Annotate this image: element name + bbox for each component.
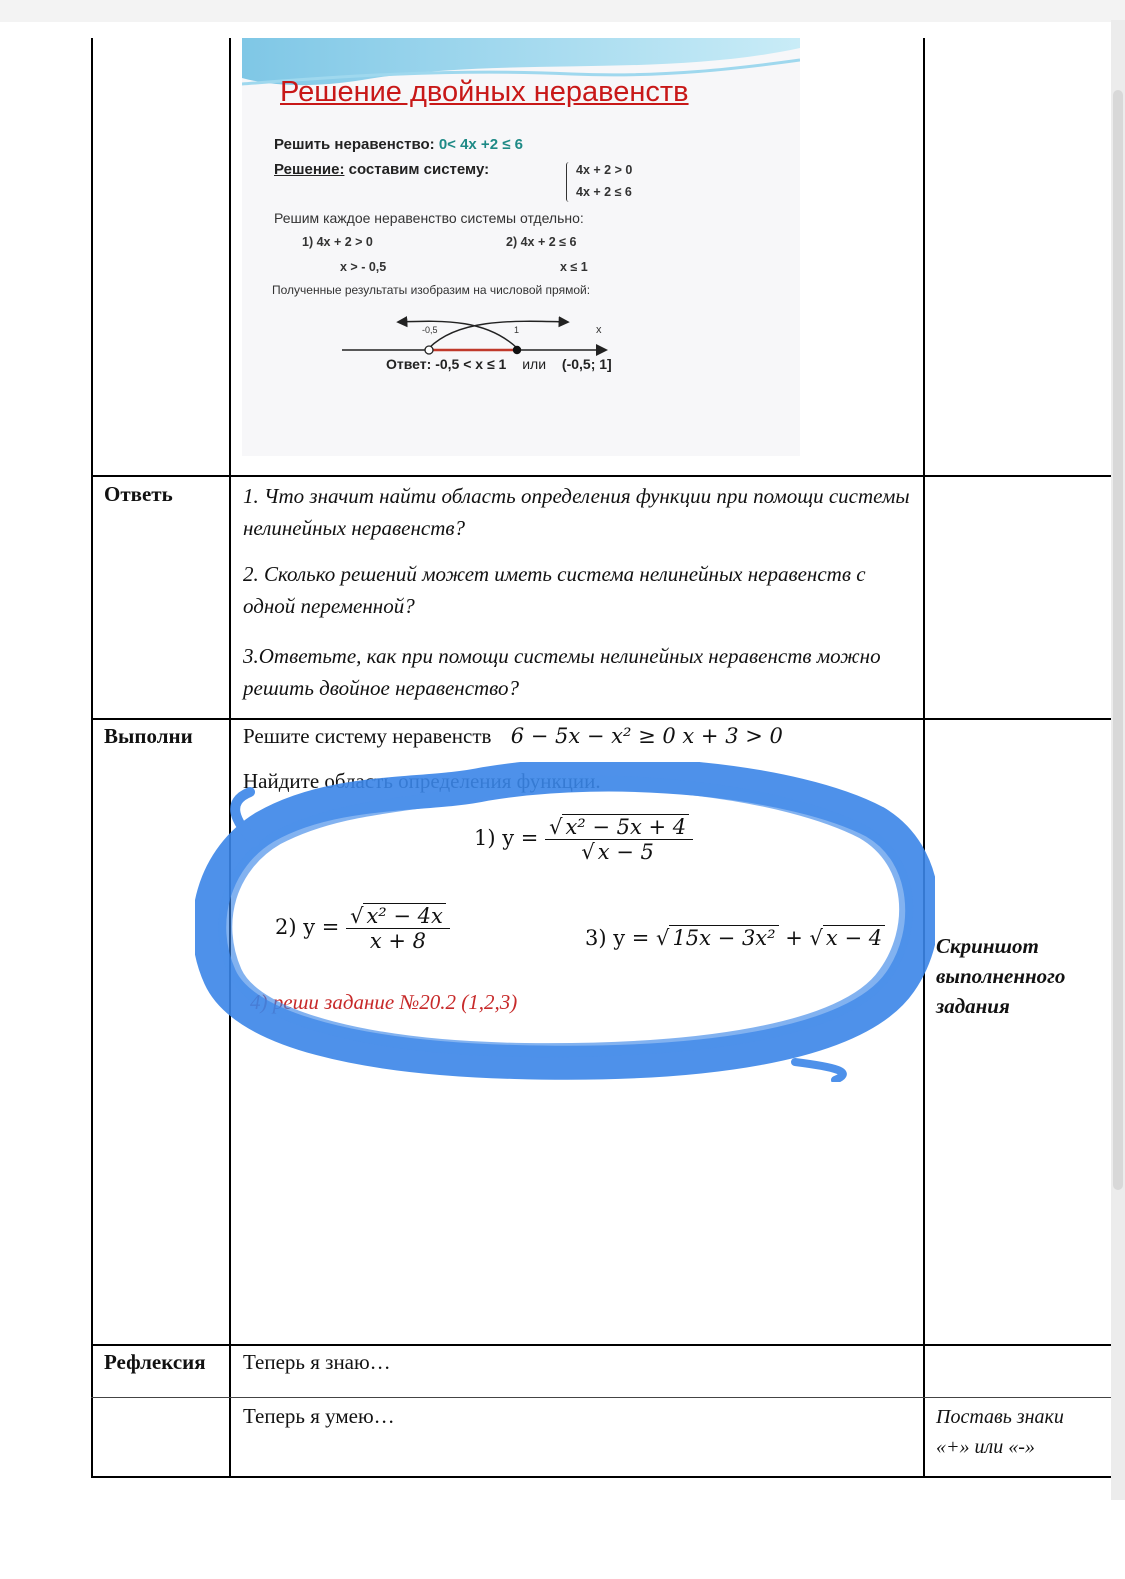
do-task (243, 724, 783, 749)
slide-task-label: Решить неравенство: (274, 136, 435, 153)
do-task-text: Решите систему неравенств (243, 724, 492, 748)
formula-3-prefix: 3) y = (585, 926, 657, 950)
slide-answer-value: -0,5 < x ≤ 1 (435, 356, 507, 372)
screenshot-note-line-3: задания (936, 994, 1010, 1018)
slide-task-eq: 0< 4x +2 ≤ 6 (438, 136, 523, 153)
formula-1-numerator: x² − 5x + 4 (562, 814, 689, 839)
formula-2-denominator: x + 8 (369, 929, 427, 953)
formula-3: 3) y = √ 15x − 3x² + √ x − 4 (585, 926, 885, 950)
signs-note (936, 1402, 1064, 1462)
formula-2-fraction: $\frac{\text{√ x² − 4x}}{x + 8}$ (346, 904, 450, 953)
slide-step1-result: x > - 0,5 (340, 260, 387, 274)
slide-solution-text: составим систему: (348, 161, 490, 178)
formula-1-denominator: x − 5 (595, 839, 657, 864)
slide-solution-label: Решение: (274, 161, 345, 178)
reflex-row-label: Рефлексия (104, 1350, 206, 1374)
slide-step2: 2) 4x + 2 ≤ 6 (506, 235, 577, 249)
question-1: 1. Что значит найти область определения функции при помощи системы нелинейных неравенств? (243, 484, 910, 540)
signs-note-line-2: «+» или «-» (936, 1436, 1035, 1458)
slide-axis-label-x: x (596, 324, 602, 336)
table-row-line-can (91, 1397, 1111, 1398)
question-3: 3.Ответьте, как при помощи системы нелинейных неравенств можно решить двойное неравенство? (243, 644, 881, 700)
table-left-border (91, 38, 93, 1478)
reflex-know: Теперь я знаю… (243, 1350, 391, 1374)
do-row-label: Выполни (104, 724, 193, 748)
slide-number-line (337, 310, 617, 360)
table-row-line-do (91, 718, 1111, 720)
formula-3-radicand-a: 15x − 3x² (669, 925, 778, 950)
slide-system-1: 4x + 2 > 0 (576, 163, 633, 177)
formula-2-prefix: 2) y = (275, 915, 340, 939)
formula-1-prefix: 1) y = (474, 826, 539, 850)
slide-image (242, 38, 800, 456)
slide-interval: (-0,5; 1] (561, 356, 612, 372)
signs-note-line-1: Поставь знаки (936, 1406, 1064, 1428)
formula-3-plus: + (778, 926, 810, 950)
do-task-math: 6 − 5x − x² ≥ 0 x + 3 > 0 (510, 724, 783, 748)
screenshot-note (936, 931, 1065, 1021)
top-bar (0, 0, 1125, 22)
find-domain-text: Найдите область определения функции. (243, 769, 601, 793)
slide-step2-result: x ≤ 1 (560, 260, 588, 274)
formula-3-radicand-b: x − 4 (823, 925, 885, 950)
table-row-line-answer (91, 475, 1111, 477)
scroll-thumb[interactable] (1113, 90, 1123, 1190)
slide-line-text: Полученные результаты изобразим на числовой прямой: (272, 283, 591, 297)
reflex-can: Теперь я умею… (243, 1404, 395, 1428)
screenshot-note-line-1: Скриншот (936, 934, 1039, 958)
screenshot-note-line-2: выполненного (936, 964, 1066, 988)
slide-answer (386, 356, 612, 372)
table-col-divider-2 (923, 38, 925, 1478)
slide-system-brace (566, 162, 569, 202)
table-bottom-border (91, 1476, 1111, 1478)
question-2: 2. Сколько решений может иметь система нелинейных неравенств с одной переменной? (243, 562, 866, 618)
formula-2-numerator: x² − 4x (363, 903, 445, 928)
slide-answer-label: Ответ: (386, 356, 432, 372)
slide-solution (274, 161, 489, 178)
slide-axis-label-1: 1 (514, 325, 520, 335)
slide-each-text: Решим каждое неравенство системы отдельно: (274, 210, 584, 226)
answer-row-label: Ответь (104, 482, 173, 506)
slide-axis-label-neg: -0,5 (422, 325, 438, 335)
slide-step1: 1) 4x + 2 > 0 (302, 235, 373, 249)
slide-task (274, 136, 523, 153)
red-task: 4) реши задание №20.2 (1,2,3) (250, 990, 518, 1014)
table-col-divider-1 (229, 38, 231, 1478)
table-row-line-reflex (91, 1344, 1111, 1346)
slide-or: или (522, 356, 547, 372)
slide-system-2: 4x + 2 ≤ 6 (576, 185, 632, 199)
scrollbar[interactable] (1111, 20, 1125, 1500)
blue-scribble-annotation (195, 762, 935, 1082)
slide-title: Решение двойных неравенств (280, 76, 689, 108)
formula-1-fraction: $\frac{\text{√ x² − 5x + 4}}{√ x - 5}$ (545, 815, 693, 864)
